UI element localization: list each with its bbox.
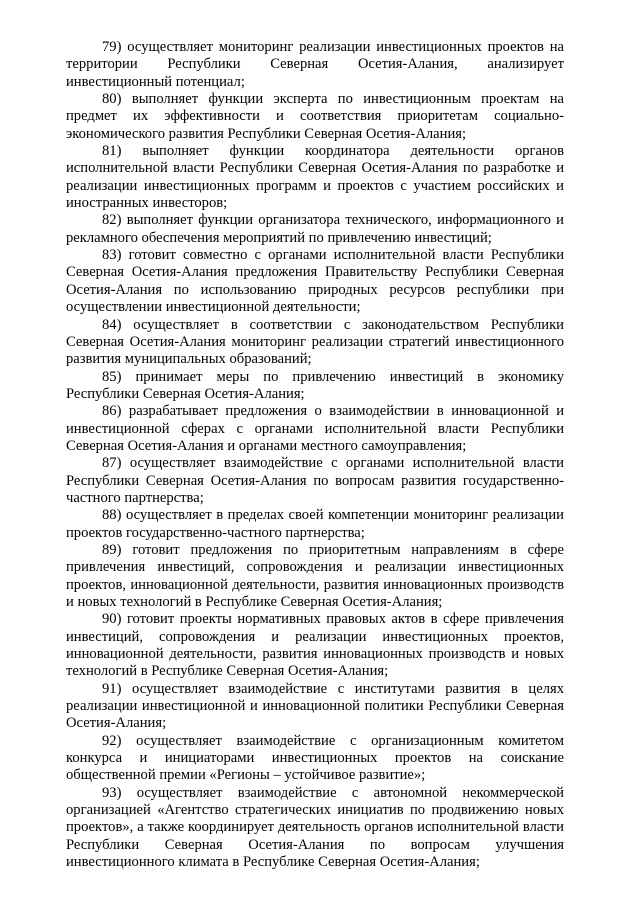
paragraph-87: 87) осуществляет взаимодействие с органами исполнительной власти Республики Северная Осетия-Алания по вопросам развития государственно-частного партнерства;: [66, 455, 564, 506]
paragraph-92: 92) осуществляет взаимодействие с организационным комитетом конкурса и инициаторами инвестиционных проектов на соискание общественной премии «Регионы – устойчивое развитие»;: [66, 732, 564, 784]
paragraph-89: 89) готовит предложения по приоритетным направлениям в сфере привлечения инвестиций, сопровождения и реализации инвестиционных проектов, инновационной деятельности, развития инновационных производств и новых технологий в Республике Северная Осетия-Алания;: [66, 541, 564, 610]
paragraph-82: 82) выполняет функции организатора технического, информационного и рекламного обеспечения мероприятий по привлечению инвестиций;: [66, 212, 564, 246]
paragraph-79: 79) осуществляет мониторинг реализации инвестиционных проектов на территории Республики Северная Осетия-Алания, анализирует инвестиционный потенциал;: [66, 39, 564, 90]
paragraph-83: 83) готовит совместно с органами исполнительной власти Республики Северная Осетия-Алания предложения Правительству Республики Северная Осетия-Алания по использованию природных ресурсов республики при осуществлении инвестиционной деятельности;: [66, 247, 564, 316]
paragraph-80: 80) выполняет функции эксперта по инвестиционным проектам на предмет их эффективности и соответствия приоритетам социально-экономического развития Республики Северная Осетия-Алания;: [66, 91, 564, 142]
paragraph-85: 85) принимает меры по привлечению инвестиций в экономику Республики Северная Осетия-Алания;: [66, 368, 564, 402]
paragraph-90: 90) готовит проекты нормативных правовых актов в сфере привлечения инвестиций, сопровождения и реализации инвестиционных проектов, инновационной деятельности, развития инновационных производств и новых технологий в Республике Северная Осетия-Алания;: [66, 611, 564, 680]
paragraph-93: 93) осуществляет взаимодействие с автономной некоммерческой организацией «Агентство стратегических инициатив по продвижению новых проектов», а также координирует деятельность органов исполнительной власти Республики Северная Осетия-Алания по вопросам улучшения инвестиционного климата в Республике Северная Осетия-Алания;: [66, 784, 564, 871]
paragraph-88: 88) осуществляет в пределах своей компетенции мониторинг реализации проектов государственно-частного партнерства;: [66, 507, 564, 541]
paragraph-86: 86) разрабатывает предложения о взаимодействии в инновационной и инвестиционной сферах с органами исполнительной власти Республики Северная Осетия-Алания и органами местного самоуправления;: [66, 403, 564, 454]
paragraph-84: 84) осуществляет в соответствии с законодательством Республики Северная Осетия-Алания мониторинг реализации стратегий инвестиционного развития муниципальных образований;: [66, 316, 564, 368]
document-page: [66, 39, 564, 872]
paragraph-81: 81) выполняет функции координатора деятельности органов исполнительной власти Республики Северная Осетия-Алания по разработке и реализации инвестиционных программ и проектов с участием российских и иностранных инвесторов;: [66, 143, 564, 212]
paragraph-91: 91) осуществляет взаимодействие с институтами развития в целях реализации инвестиционной и инновационной политики Республики Северная Осетия-Алания;: [66, 680, 564, 732]
